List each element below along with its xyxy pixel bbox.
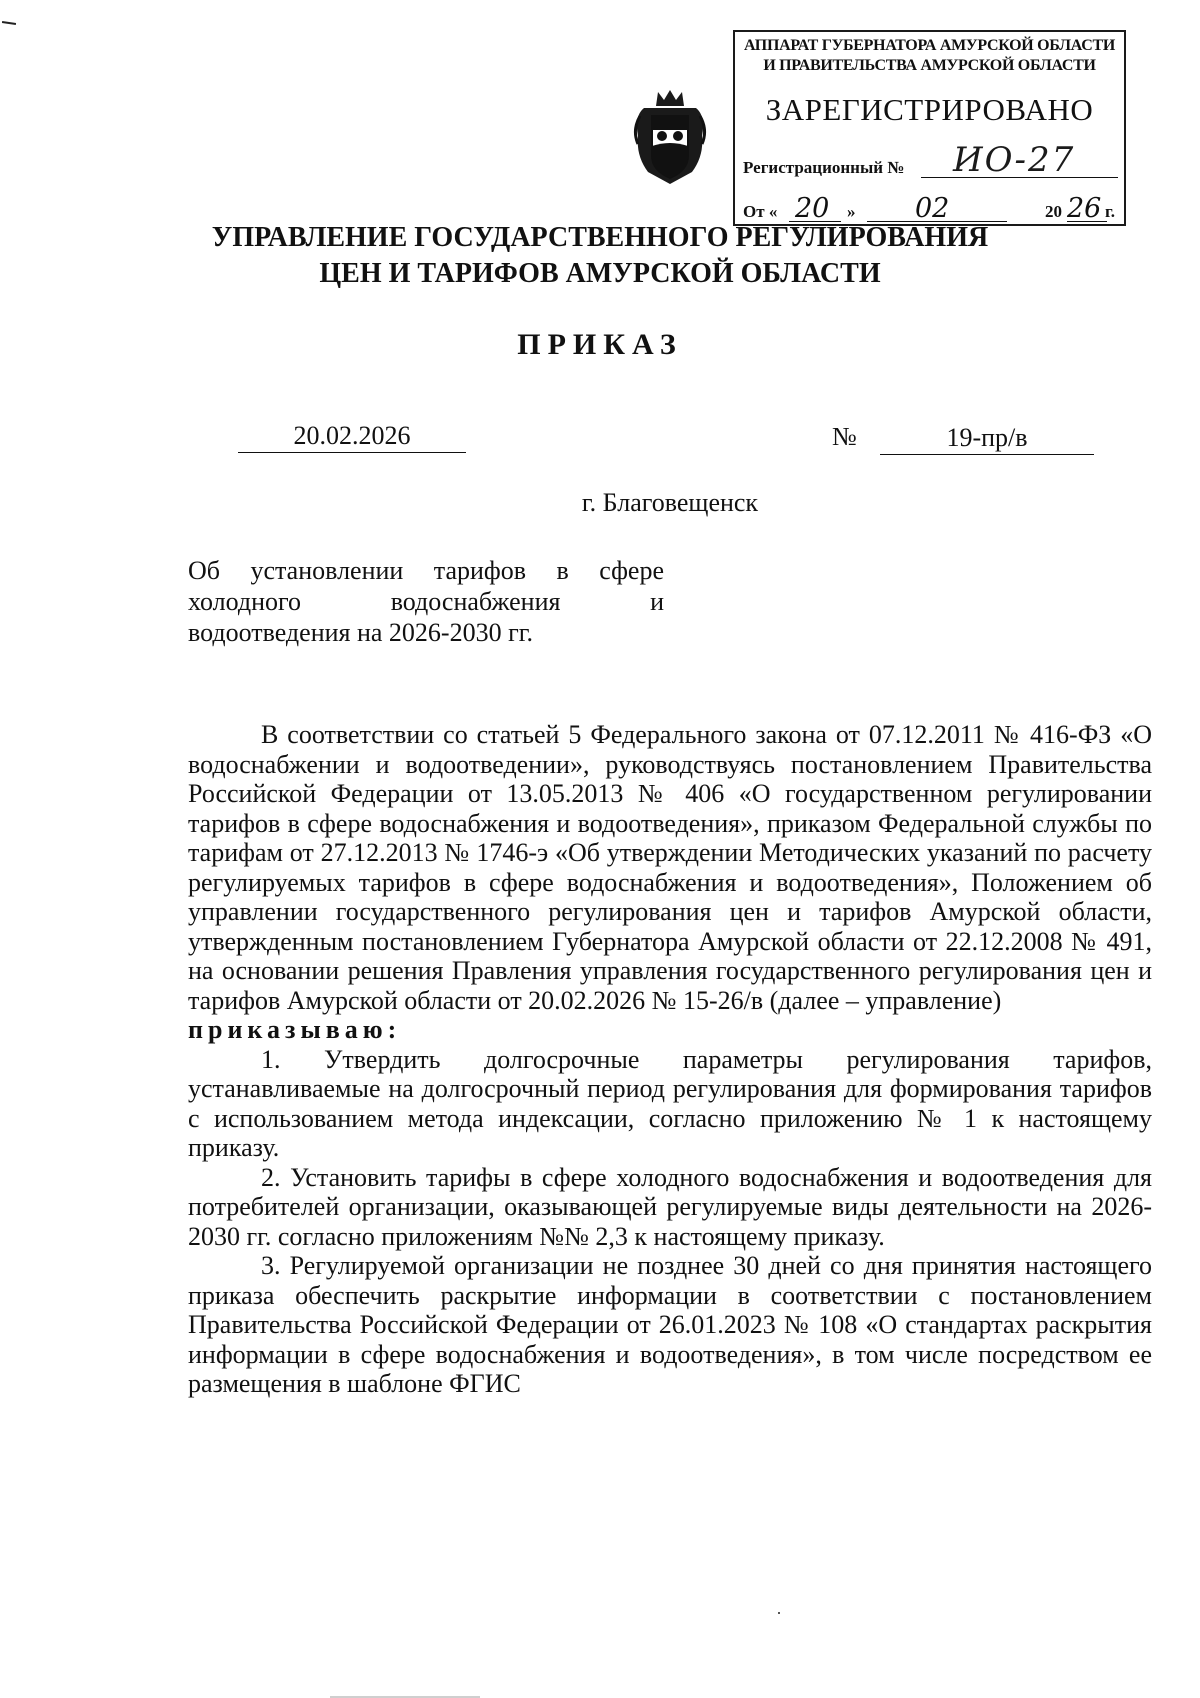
subject-line1: Об установлении тарифов в сфере: [188, 556, 664, 585]
preamble-paragraph: В соответствии со статьей 5 Федерального закона от 07.12.2011 № 416-ФЗ «О водоснабжении и водоотведении», руководствуясь постановлением Правительства Российской Федерации от 13.05.2013 № 406 «О государственном регулировании тарифов в сфере водоснабжения и водоотведения», приказом Федеральной службы по тарифам от 27.12.2013 № 1746-э «Об утверждении Методических указаний по расчету регулируемых тарифов в сфере водоснабжения и водоотведения», Положением об управлении государственного регулирования цен и тарифов Амурской области, утвержденным постановлением Губернатора Амурской области от 22.12.2008 № 491, на основании решения Правления управления государственного регулирования цен и тарифов Амурской области от 20.02.2026 № 15-26/в (далее – управление): [188, 720, 1152, 1015]
stamp-date-row: [743, 188, 1120, 224]
agency-line2: ЦЕН И ТАРИФОВ АМУРСКОЙ ОБЛАСТИ: [319, 258, 881, 289]
stamp-reg-label: Регистрационный №: [743, 158, 905, 177]
stamp-date-prefix: От «: [743, 202, 778, 221]
document-subject: [188, 555, 664, 648]
stamp-quote-close: »: [847, 202, 856, 221]
stamp-month: 02: [915, 193, 950, 224]
stamp-org-line1: АППАРАТ ГУБЕРНАТОРА АМУРСКОЙ ОБЛАСТИ: [743, 37, 1116, 54]
stamp-year-unit: г.: [1105, 202, 1116, 221]
document-body: [188, 720, 1152, 1399]
stamp-year-prefix: 20: [1045, 202, 1062, 221]
agency-line1: УПРАВЛЕНИЕ ГОСУДАРСТВЕННОГО РЕГУЛИРОВАНИЯ: [211, 222, 989, 253]
stamp-org-line2: И ПРАВИТЕЛЬСТВА АМУРСКОЙ ОБЛАСТИ: [763, 57, 1096, 74]
order-item-2: 2. Установить тарифы в сфере холодного водоснабжения и водоотведения для потребителей организации, оказывающей регулируемые виды деятельности на 2026-2030 гг. согласно приложениям №№ 2,3 к настоящему приказу.: [188, 1162, 1152, 1251]
scan-speck: [778, 1612, 780, 1614]
order-item-3: 3. Регулируемой организации не позднее 30 дней со дня принятия настоящего приказа обеспечить раскрытие информации в соответствии с постановлением Правительства Российской Федерации от 26.01.2023 № 108 «О стандартах раскрытия информации в сфере водоснабжения и водоотведения», в том числе посредством ее размещения в шаблоне ФГИС: [188, 1251, 1152, 1398]
number-label: №: [832, 422, 857, 451]
stamp-reg-number: ИО-27: [953, 140, 1076, 180]
stamp-status: ЗАРЕГИСТРИРОВАНО: [765, 92, 1094, 127]
registration-stamp: [733, 30, 1126, 226]
scan-corner-mark: [2, 21, 16, 25]
document-type: ПРИКАЗ: [517, 328, 683, 361]
order-item-1: 1. Утвердить долгосрочные параметры регулирования тарифов, устанавливаемые на долгосрочный период регулирования для формирования тарифов с использованием метода индексации, согласно приложению № 1 к настоящему приказу.: [188, 1044, 1152, 1162]
stamp-year-suffix: 26: [1067, 193, 1102, 224]
order-word: приказываю:: [188, 1015, 402, 1044]
document-date: 20.02.2026: [238, 420, 466, 453]
stamp-registration-row: [743, 140, 1118, 180]
coat-of-arms-emblem: [630, 86, 710, 188]
subject-line3: водоотведения на 2026-2030 гг.: [188, 618, 533, 647]
agency-name: [0, 220, 1200, 292]
city-name: г. Благовещенск: [581, 488, 759, 517]
document-number: 19-пр/в: [880, 422, 1094, 455]
stamp-day: 20: [795, 193, 830, 224]
stamp-organization: [735, 36, 1124, 76]
subject-line2: холодного водоснабжения и: [188, 587, 664, 616]
